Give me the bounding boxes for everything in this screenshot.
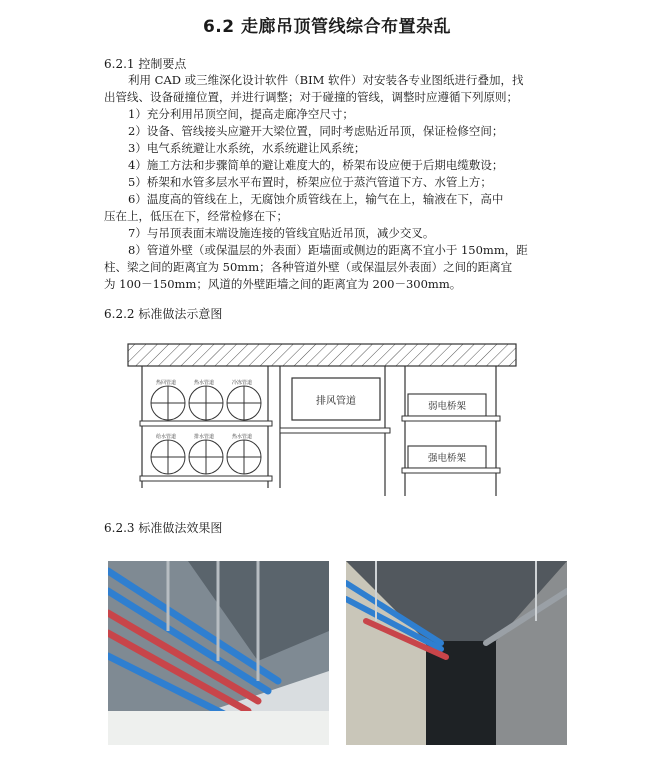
body-line: 为 100－150mm；风道的外壁距墙之间的距离宜为 200－300mm。	[104, 277, 462, 291]
effect-photo-2	[346, 561, 567, 745]
section-heading-control-points: 6.2.1 控制要点	[104, 57, 187, 71]
body-line: 5）桥架和水管多层水平布置时，桥架应位于蒸汽管道下方、水管上方；	[128, 175, 492, 189]
pipe-label: 热水管道	[194, 380, 215, 386]
control-points-body	[104, 72, 574, 293]
strong-tray-label: 强电桥架	[427, 453, 467, 464]
pipe-label: 冷冻管道	[232, 380, 253, 386]
lower-pipes	[151, 440, 261, 474]
body-line: 3）电气系统避让水系统，水系统避让风系统；	[128, 141, 366, 155]
pipe-label: 热水管道	[232, 434, 253, 440]
body-line: 4）施工方法和步骤简单的避让难度大的，桥架布设应便于后期电缆敷设；	[128, 158, 504, 172]
body-line: 1）充分利用吊顶空间，提高走廊净空尺寸；	[128, 107, 354, 121]
duct-support	[280, 428, 390, 433]
weak-tray-label: 弱电桥架	[427, 401, 467, 412]
section-heading-diagram: 6.2.2 标准做法示意图	[104, 307, 223, 321]
pipe-support-upper	[140, 421, 272, 426]
strong-tray-support	[402, 468, 500, 473]
page-title: 6.2 走廊吊顶管线综合布置杂乱	[202, 17, 452, 37]
body-line: 出管线、设备碰撞位置，并进行调整；对于碰撞的管线，调整时应遵循下列原则；	[104, 90, 518, 104]
body-line: 6）温度高的管线在上，无腐蚀介质管线在上，输气在上，输液在下，高中	[128, 192, 504, 206]
body-line: 7）与吊顶表面末端设施连接的管线宜贴近吊顶，减少交叉。	[128, 226, 435, 240]
pipe-label: 排水管道	[194, 434, 215, 440]
body-line: 2）设备、管线接头应避开大梁位置，同时考虑贴近吊顶，保证检修空间；	[128, 124, 504, 138]
pipe-support-lower	[140, 476, 272, 481]
upper-pipes	[151, 386, 261, 420]
body-line: 8）管道外壁（或保温层的外表面）距墙面或侧边的距离不宜小于 150mm，距	[128, 243, 528, 257]
weak-tray-support	[402, 416, 500, 421]
body-line: 利用 CAD 或三维深化设计软件（BIM 软件）对安装各专业图纸进行叠加，找	[128, 73, 524, 87]
diagram-svg	[120, 336, 524, 506]
pipe-label: 热回管道	[156, 380, 177, 386]
body-line: 压在上，低压在下，经常检修在下；	[104, 209, 288, 223]
section-heading-effect-photos: 6.2.3 标准做法效果图	[104, 521, 223, 535]
effect-photo-1	[108, 561, 329, 745]
pipe-label: 给水管道	[156, 434, 177, 440]
ceiling-slab	[128, 344, 516, 366]
duct-label: 排风管道	[316, 396, 356, 407]
body-line: 柱、梁之间的距离宜为 50mm；各种管道外壁（或保温层外表面）之间的距离宜	[104, 260, 513, 274]
standard-practice-diagram	[120, 336, 524, 506]
